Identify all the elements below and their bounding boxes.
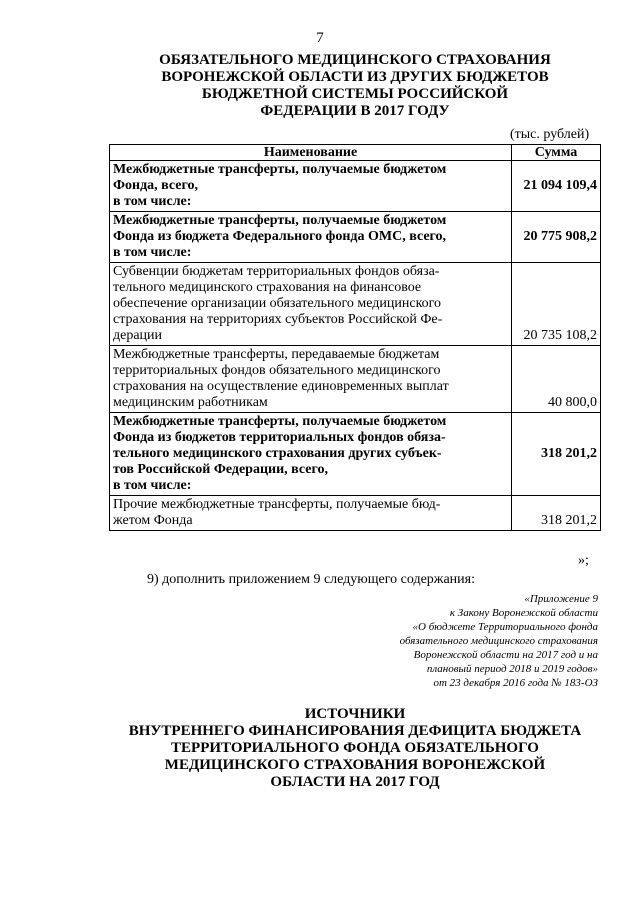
row-name-line: в том числе: xyxy=(113,478,192,493)
row-name-line: тельного медицинского страхования других субъек- xyxy=(113,446,442,461)
header-amount: Сумма xyxy=(512,145,601,161)
row-name xyxy=(110,212,512,263)
row-name xyxy=(110,413,512,496)
row-name-line: в том числе: xyxy=(113,245,192,260)
appendix-line: обязательного медицинского страхования xyxy=(399,635,598,647)
row-name xyxy=(110,263,512,346)
row-amount: 40 800,0 xyxy=(512,346,601,413)
row-name xyxy=(110,496,512,531)
row-name-line: Межбюджетные трансферты, получаемые бюджетом xyxy=(113,414,447,429)
appendix-line: плановый период 2018 и 2019 годов» xyxy=(426,663,598,675)
row-amount: 318 201,2 xyxy=(512,496,601,531)
row-amount: 318 201,2 xyxy=(512,413,601,496)
row-name-line: Субвенции бюджетам территориальных фондов обяза- xyxy=(113,264,440,279)
row-name-line: Межбюджетные трансферты, получаемые бюджетом xyxy=(113,162,447,177)
appendix-line: Воронежской области на 2017 год и на xyxy=(413,649,598,661)
appendix-line: «Приложение 9 xyxy=(524,593,598,605)
units-label: (тыс. рублей) xyxy=(510,127,590,142)
amendment-item: 9) дополнить приложением 9 следующего содержания: xyxy=(147,572,475,587)
row-name-line: страхования на территориях субъектов Российской Фе- xyxy=(113,312,443,327)
sources-title-line: ОБЛАСТИ НА 2017 ГОД xyxy=(270,774,440,790)
row-amount: 20 775 908,2 xyxy=(512,212,601,263)
row-name-line: жетом Фонда xyxy=(113,513,193,528)
row-name xyxy=(110,346,512,413)
section-title xyxy=(0,52,640,120)
page-number: 7 xyxy=(316,30,324,46)
row-name-line: тельного медицинского страхования на финансовое xyxy=(113,280,422,295)
sources-title-line: МЕДИЦИНСКОГО СТРАХОВАНИЯ ВОРОНЕЖСКОЙ xyxy=(164,757,546,773)
sources-title-line: ВНУТРЕННЕГО ФИНАНСИРОВАНИЯ ДЕФИЦИТА БЮДЖЕТА xyxy=(128,723,582,739)
row-name-line: Фонда из бюджета Федерального фонда ОМС, всего, xyxy=(113,229,447,244)
table-row xyxy=(110,263,601,346)
row-name xyxy=(110,161,512,212)
table-row xyxy=(110,413,601,496)
appendix-line: от 23 декабря 2016 года № 183-ОЗ xyxy=(433,677,598,689)
appendix-reference xyxy=(400,592,598,690)
table-header-row xyxy=(110,145,601,161)
table-row xyxy=(110,346,601,413)
row-amount: 21 094 109,4 xyxy=(512,161,601,212)
row-name-line: Фонда из бюджетов территориальных фондов обяза- xyxy=(113,430,446,445)
row-name-line: дерации xyxy=(113,328,163,343)
sources-title-line: ТЕРРИТОРИАЛЬНОГО ФОНДА ОБЯЗАТЕЛЬНОГО xyxy=(171,740,539,756)
row-name-line: Фонда, всего, xyxy=(113,178,199,193)
appendix-line: к Закону Воронежской области xyxy=(449,607,598,619)
row-name-line: Межбюджетные трансферты, получаемые бюджетом xyxy=(113,213,447,228)
row-name-line: в том числе: xyxy=(113,194,192,209)
title-line: БЮДЖЕТНОЙ СИСТЕМЫ РОССИЙСКОЙ xyxy=(201,86,509,102)
row-name-line: тов Российской Федерации, всего, xyxy=(113,462,329,477)
title-line: ОБЯЗАТЕЛЬНОГО МЕДИЦИНСКОГО СТРАХОВАНИЯ xyxy=(159,52,551,68)
title-line: ВОРОНЕЖСКОЙ ОБЛАСТИ ИЗ ДРУГИХ БЮДЖЕТОВ xyxy=(161,69,549,85)
table-row xyxy=(110,212,601,263)
appendix-line: «О бюджете Территориального фонда xyxy=(412,621,598,633)
table-row xyxy=(110,161,601,212)
sources-title-line: ИСТОЧНИКИ xyxy=(304,706,406,722)
transfers-table xyxy=(109,144,601,531)
header-name: Наименование xyxy=(110,145,512,161)
row-amount: 20 735 108,2 xyxy=(512,263,601,346)
row-name-line: обеспечение организации обязательного медицинского xyxy=(113,296,442,311)
table-row xyxy=(110,496,601,531)
title-line: ФЕДЕРАЦИИ В 2017 ГОДУ xyxy=(260,103,450,119)
row-name-line: Прочие межбюджетные трансферты, получаемые бюд- xyxy=(113,497,441,512)
row-name-line: медицинским работникам xyxy=(113,395,268,410)
sources-title xyxy=(0,706,640,791)
closing-quote: »; xyxy=(578,553,589,568)
row-name-line: страхования на осуществление единовременных выплат xyxy=(113,379,449,394)
row-name-line: территориальных фондов обязательного медицинского xyxy=(113,363,441,378)
row-name-line: Межбюджетные трансферты, передаваемые бюджетам xyxy=(113,347,440,362)
